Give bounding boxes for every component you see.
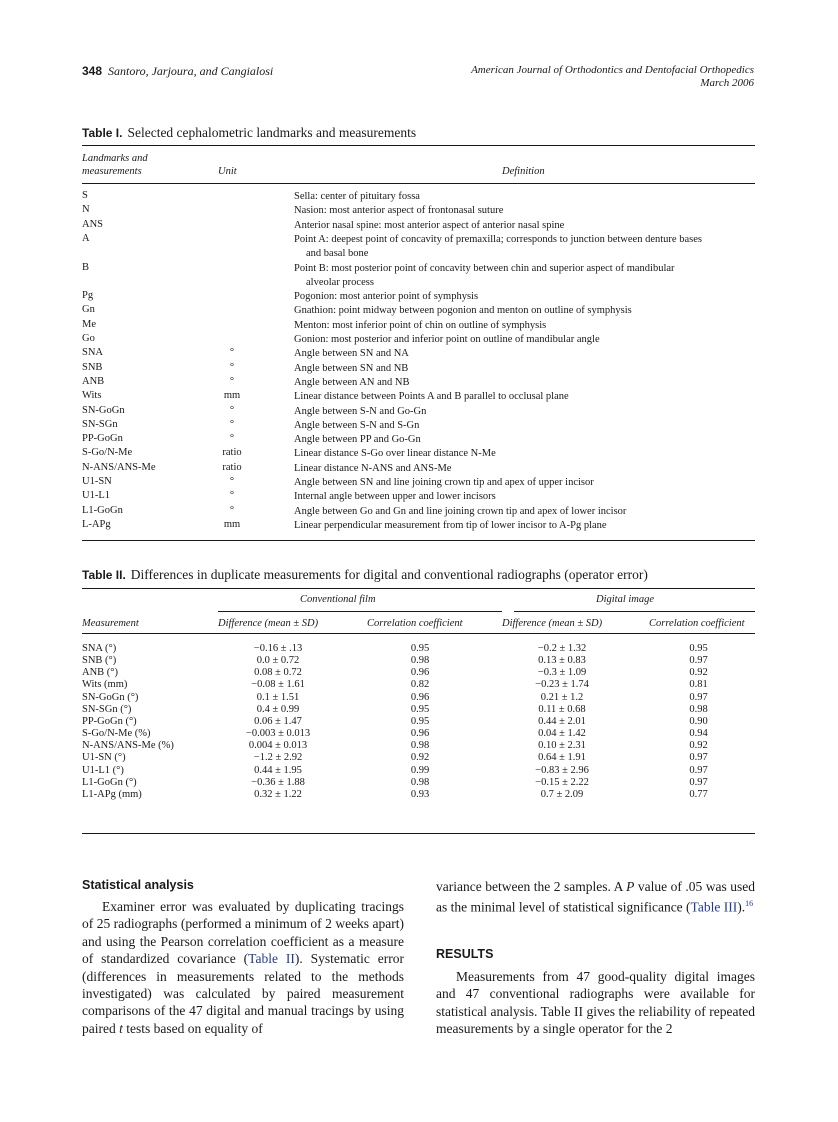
table2-diff-film: −0.36 ± 1.88: [251, 776, 305, 788]
table1-measure: L1-GoGn: [82, 504, 123, 516]
table1-definition: [294, 262, 756, 290]
table2-corr-film: 0.95: [410, 703, 430, 715]
table1-definition: [294, 347, 756, 361]
table1-label: Table I.: [82, 126, 123, 140]
table2-corr-digital: 0.97: [689, 655, 708, 667]
table2-corr-film: 0.98: [410, 655, 430, 667]
table2-row: [82, 655, 755, 667]
table2-row: [82, 789, 755, 801]
table1-unit: °: [229, 433, 235, 445]
table1-definition-line: Sella: center of pituitary fossa: [294, 191, 420, 202]
table2-top-rule: [82, 588, 755, 589]
table1-definition: [294, 405, 756, 419]
table1-definition-line: Angle between PP and Go-Gn: [294, 434, 421, 446]
t-symbol: t: [119, 1020, 123, 1036]
table1-measure: ANB: [82, 375, 105, 387]
table2-corr-digital: 0.92: [689, 740, 708, 752]
table1-row: [82, 304, 755, 318]
table1-unit: °: [229, 504, 235, 516]
table2-diff-digital: 0.64 ± 1.91: [538, 752, 586, 764]
table2-diff-film: −0.16 ± .13: [253, 643, 303, 654]
table2-diff-film: 0.44 ± 1.95: [254, 764, 302, 776]
table1-unit: °: [229, 404, 235, 416]
table1-measure: A: [82, 232, 90, 244]
table2-corr-film: 0.96: [410, 728, 430, 740]
table1-header-measure-line2: measurements: [82, 166, 142, 177]
reference-16-link[interactable]: 16: [745, 899, 754, 909]
table1-definition-line: Point B: most posterior point of concavity between chin and superior aspect of mandibular: [294, 262, 675, 274]
table1-unit: °: [229, 375, 235, 387]
page-number: 348: [82, 64, 103, 78]
table1-row: [82, 290, 755, 304]
table1-measure: S-Go/N-Me: [82, 447, 133, 459]
table2-row: [82, 667, 755, 679]
table2-diff-film: 0.4 ± 0.99: [256, 703, 300, 715]
table1-measure: L-APg: [82, 518, 111, 530]
authors: Santoro, Jarjoura, and Cangialosi: [108, 64, 274, 78]
table2-corr-digital: 0.98: [689, 703, 708, 715]
table2-row: [82, 777, 755, 789]
paragraph-text: Examiner error was evaluated by duplicating tracings of 25 radiographs (performed a minimum of 2 weeks apart) and using the Pearson correlation coefficient as a measure of standardized covariance (: [82, 899, 404, 967]
table1-definition: [294, 362, 756, 376]
table1-row: [82, 190, 755, 204]
table2-row: [82, 716, 755, 728]
running-header-right: [471, 64, 754, 90]
table2-group-film-rule: [218, 611, 502, 612]
table1-definition: [294, 505, 756, 519]
table1-measure: B: [82, 261, 90, 273]
table2-row: [82, 728, 755, 740]
table2-measurement: ANB (°): [82, 667, 118, 679]
table1-definition-line: Angle between S-N and S-Gn: [294, 419, 420, 431]
table1-definition-line: alveolar process: [306, 276, 374, 288]
table2-header-corr-film: Correlation coefficient: [367, 618, 463, 629]
table1-row: [82, 505, 755, 519]
table1-definition-line: Angle between SN and NB: [294, 362, 409, 374]
table2-measurement: SNA (°): [82, 643, 117, 654]
table1-definition-line: Linear distance N-ANS and ANS-Me: [294, 462, 452, 474]
table2-row: [82, 765, 755, 777]
table1-definition-line: Menton: most inferior point of chin on outline of symphysis: [294, 319, 547, 331]
table-ii-link[interactable]: Table II: [248, 951, 295, 967]
results-heading: RESULTS: [436, 947, 494, 961]
journal-name: American Journal of Orthodontics and Dentofacial Orthopedics: [471, 64, 754, 76]
table1-unit: °: [229, 347, 235, 359]
table2-measurement: L1-GoGn (°): [82, 776, 137, 788]
table1-measure: PP-GoGn: [82, 433, 123, 445]
table2-diff-film: −0.08 ± 1.61: [251, 679, 305, 691]
table1-row: [82, 405, 755, 419]
table2-corr-digital: 0.81: [689, 679, 708, 691]
table1-row: [82, 333, 755, 347]
table2-corr-film: 0.98: [410, 776, 430, 788]
table1-measure: SNA: [82, 347, 104, 359]
table2-header-measurement: Measurement: [82, 618, 139, 629]
table2-title: Differences in duplicate measurements for digital and conventional radiographs (operator error): [130, 567, 648, 582]
table1-unit: °: [229, 418, 235, 430]
table1-definition-line: and basal bone: [306, 248, 369, 260]
table2-corr-digital: 0.97: [689, 776, 708, 788]
table2-row: [82, 740, 755, 752]
table1-definition-line: Angle between SN and line joining crown tip and apex of upper incisor: [294, 477, 594, 488]
table1-unit: °: [229, 490, 235, 502]
table1-definition-line: Pogonion: most anterior point of symphysis: [294, 291, 479, 303]
table2-measurement: U1-SN (°): [82, 752, 126, 764]
table2-diff-film: 0.1 ± 1.51: [256, 691, 300, 703]
table1-definition-line: Gonion: most posterior and inferior point on outline of mandibular angle: [294, 334, 600, 345]
table1-definition-line: Angle between Go and Gn and line joining crown tip and apex of lower incisor: [294, 505, 627, 517]
table2-corr-film: 0.95: [410, 715, 430, 727]
table2-diff-digital: 0.21 ± 1.2: [540, 691, 584, 703]
table1-bottom-rule: [82, 540, 755, 541]
table1-measure: SNB: [82, 361, 103, 373]
table1-measure: U1-SN: [82, 476, 112, 487]
table1-row: [82, 462, 755, 476]
table2-header-rule: [82, 633, 755, 634]
table2-corr-digital: 0.97: [689, 691, 708, 703]
table1-row: [82, 476, 755, 490]
table2-diff-film: −1.2 ± 2.92: [253, 752, 303, 764]
table1-header-rule: [82, 183, 755, 184]
table2-diff-digital: 0.44 ± 2.01: [538, 715, 586, 727]
table1-definition: [294, 190, 756, 204]
table1-header-measure-line1: Landmarks and: [82, 153, 148, 164]
table1-definition-line: Anterior nasal spine: most anterior aspect of anterior nasal spine: [294, 219, 565, 231]
table2-corr-digital: 0.95: [689, 643, 708, 654]
table2-diff-digital: 0.10 ± 2.31: [538, 740, 586, 752]
table1-definition: [294, 376, 756, 390]
table1-measure: SN-SGn: [82, 418, 118, 430]
table2-corr-film: 0.96: [410, 667, 430, 679]
table1-body: [82, 190, 755, 540]
table2-diff-film: 0.0 ± 0.72: [256, 655, 300, 667]
table2-diff-digital: 0.7 ± 2.09: [540, 788, 584, 800]
table1-title: Selected cephalometric landmarks and measurements: [127, 125, 417, 140]
table1-unit: °: [229, 361, 235, 373]
table2-group-film: Conventional film: [300, 594, 376, 605]
table1-definition: [294, 319, 756, 333]
table-iii-link[interactable]: Table III: [690, 899, 738, 915]
table2-corr-digital: 0.77: [689, 788, 708, 800]
table1-measure: SN-GoGn: [82, 404, 125, 416]
table2-measurement: S-Go/N-Me (%): [82, 728, 151, 740]
table1-measure: N-ANS/ANS-Me: [82, 461, 156, 473]
table2-diff-digital: 0.13 ± 0.83: [538, 655, 586, 667]
table1-definition-line: Linear distance S-Go over linear distance N-Me: [294, 448, 496, 460]
table1-row: [82, 433, 755, 447]
table1-measure: ANS: [82, 218, 104, 230]
table1-measure: Wits: [82, 390, 102, 402]
table2-corr-film: 0.92: [410, 752, 430, 764]
table1-unit: mm: [223, 390, 241, 402]
statistical-analysis-paragraph-cont: [436, 878, 755, 916]
table2-caption: [82, 567, 648, 583]
table1-measure: Gn: [82, 304, 95, 316]
table2-group-digital-rule: [514, 611, 755, 612]
table1-unit: ratio: [222, 447, 242, 459]
table2-measurement: SNB (°): [82, 655, 117, 667]
table2-label: Table II.: [82, 568, 126, 582]
table1-row: [82, 490, 755, 504]
table1-header-unit: Unit: [218, 166, 237, 177]
table2-measurement: PP-GoGn (°): [82, 715, 137, 727]
p-symbol: P: [626, 879, 635, 894]
table1-measure: Go: [82, 333, 95, 344]
table1-row: [82, 519, 755, 533]
table2-diff-film: 0.32 ± 1.22: [254, 788, 302, 800]
table1-definition-line: Nasion: most anterior aspect of frontonasal suture: [294, 205, 504, 217]
table2-measurement: SN-GoGn (°): [82, 691, 139, 703]
table1-definition: [294, 390, 756, 404]
table2-diff-digital: −0.2 ± 1.32: [537, 643, 587, 654]
table1-definition: [294, 447, 756, 461]
table2-corr-film: 0.82: [410, 679, 430, 691]
table2-corr-digital: 0.92: [689, 667, 708, 679]
table2-measurement: N-ANS/ANS-Me (%): [82, 740, 174, 752]
table1-measure: Pg: [82, 290, 94, 302]
table1-definition: [294, 333, 756, 347]
table2-corr-digital: 0.90: [689, 715, 708, 727]
table2-body: [82, 643, 755, 833]
table2-bottom-rule: [82, 833, 755, 834]
table2-row: [82, 679, 755, 691]
table1-header: [82, 150, 755, 184]
table1-measure: U1-L1: [82, 490, 110, 502]
table1-header-definition: Definition: [502, 166, 545, 177]
table2-corr-digital: 0.97: [689, 764, 708, 776]
table1-row: [82, 204, 755, 218]
table1-definition-line: Linear perpendicular measurement from tip of lower incisor to A-Pg plane: [294, 519, 607, 531]
table2-diff-digital: 0.04 ± 1.42: [538, 728, 586, 740]
table2-corr-digital: 0.94: [689, 728, 708, 740]
table1-measure: N: [82, 204, 90, 216]
table2-measurement: U1-L1 (°): [82, 764, 124, 776]
table1-definition: [294, 204, 756, 218]
table2-measurement: L1-APg (mm): [82, 788, 142, 800]
table2-corr-film: 0.98: [410, 740, 430, 752]
table1-row: [82, 362, 755, 376]
table1-definition: [294, 233, 756, 261]
table1-definition: [294, 519, 756, 533]
table1-definition-line: Linear distance between Points A and B parallel to occlusal plane: [294, 391, 569, 403]
table2-header-diff-film: Difference (mean ± SD): [218, 618, 319, 629]
paragraph-text: ).: [737, 899, 746, 915]
table1-definition-line: Angle between SN and NA: [294, 348, 409, 360]
paragraph-text: ). Systematic error (differences in measurements related to the methods investigated) was calculated by paired measurement comparisons of the 47 digital and manual tracings by using paired: [82, 951, 405, 1036]
table2-group-digital: Digital image: [596, 594, 655, 605]
table2-corr-digital: 0.97: [689, 752, 708, 764]
running-header-left: [82, 64, 273, 79]
table1-row: [82, 219, 755, 233]
table2-diff-digital: −0.15 ± 2.22: [535, 776, 589, 788]
table1-measure: Me: [82, 318, 96, 330]
table2-row: [82, 643, 755, 655]
table1-definition: [294, 304, 756, 318]
table1-unit: ratio: [222, 461, 242, 473]
table1-top-rule: [82, 145, 755, 146]
table2-corr-film: 0.95: [410, 643, 430, 654]
table2-header: [82, 592, 755, 636]
table1-header-measure: [82, 152, 148, 178]
table2-corr-film: 0.99: [410, 764, 430, 776]
statistical-analysis-heading: Statistical analysis: [82, 878, 194, 892]
table1-definition: [294, 462, 756, 476]
table1-definition: [294, 290, 756, 304]
table1-definition: [294, 476, 756, 490]
table1-row: [82, 419, 755, 433]
table2-measurement: Wits (mm): [82, 679, 128, 691]
table2-corr-film: 0.96: [410, 691, 430, 703]
table1-measure: S: [82, 190, 88, 201]
table1-definition: [294, 490, 756, 504]
table1-row: [82, 261, 755, 288]
paragraph-text: value of .05 was used as the minimal level of statistical significance (: [436, 879, 755, 915]
table1-definition: [294, 419, 756, 433]
paragraph-text: variance between the 2 samples. A: [436, 879, 627, 894]
table2-header-diff-digital: Difference (mean ± SD): [502, 618, 603, 629]
results-paragraph: Measurements from 47 good-quality digital images and 47 conventional radiographs were available for statistical analysis. Table II gives the reliability of repeated measurements by a single operator for the 2: [436, 969, 755, 1037]
table1-row: [82, 447, 755, 461]
table2-diff-digital: 0.11 ± 0.68: [538, 703, 586, 715]
table1-row: [82, 232, 755, 260]
table2-row: [82, 692, 755, 704]
table1-definition-line: Point A: deepest point of concavity of premaxilla; corresponds to junction between denture bases: [294, 233, 702, 245]
table1-unit: mm: [223, 518, 241, 530]
table2-row: [82, 704, 755, 716]
table1-definition-line: Internal angle between upper and lower incisors: [294, 491, 496, 503]
table1-definition: [294, 219, 756, 233]
table1-row: [82, 319, 755, 333]
table2-diff-digital: −0.23 ± 1.74: [535, 679, 589, 691]
table2-measurement: SN-SGn (°): [82, 703, 132, 715]
table1-row: [82, 376, 755, 390]
paragraph-text: tests based on equality of: [122, 1020, 263, 1036]
table1-definition: [294, 433, 756, 447]
table2-header-corr-digital: Correlation coefficient: [649, 618, 745, 629]
table1-definition-line: Angle between S-N and Go-Gn: [294, 405, 427, 417]
issue-date: March 2006: [700, 77, 754, 89]
statistical-analysis-paragraph: [82, 898, 404, 1037]
table2-row: [82, 752, 755, 764]
table1-definition-line: Angle between AN and NB: [294, 376, 410, 388]
table2-diff-film: 0.004 ± 0.013: [248, 740, 308, 752]
table2-diff-film: 0.08 ± 0.72: [254, 667, 302, 679]
table1-row: [82, 390, 755, 404]
table2-diff-digital: −0.83 ± 2.96: [535, 764, 589, 776]
table1-definition-line: Gnathion: point midway between pogonion and menton on outline of symphysis: [294, 305, 632, 317]
table1-caption: [82, 125, 416, 141]
table2-diff-film: 0.06 ± 1.47: [254, 715, 302, 727]
table2-diff-digital: −0.3 ± 1.09: [537, 667, 587, 679]
table1-unit: °: [229, 476, 235, 487]
table2-diff-film: −0.003 ± 0.013: [245, 728, 311, 740]
table1-row: [82, 347, 755, 361]
table2-corr-film: 0.93: [410, 788, 430, 800]
